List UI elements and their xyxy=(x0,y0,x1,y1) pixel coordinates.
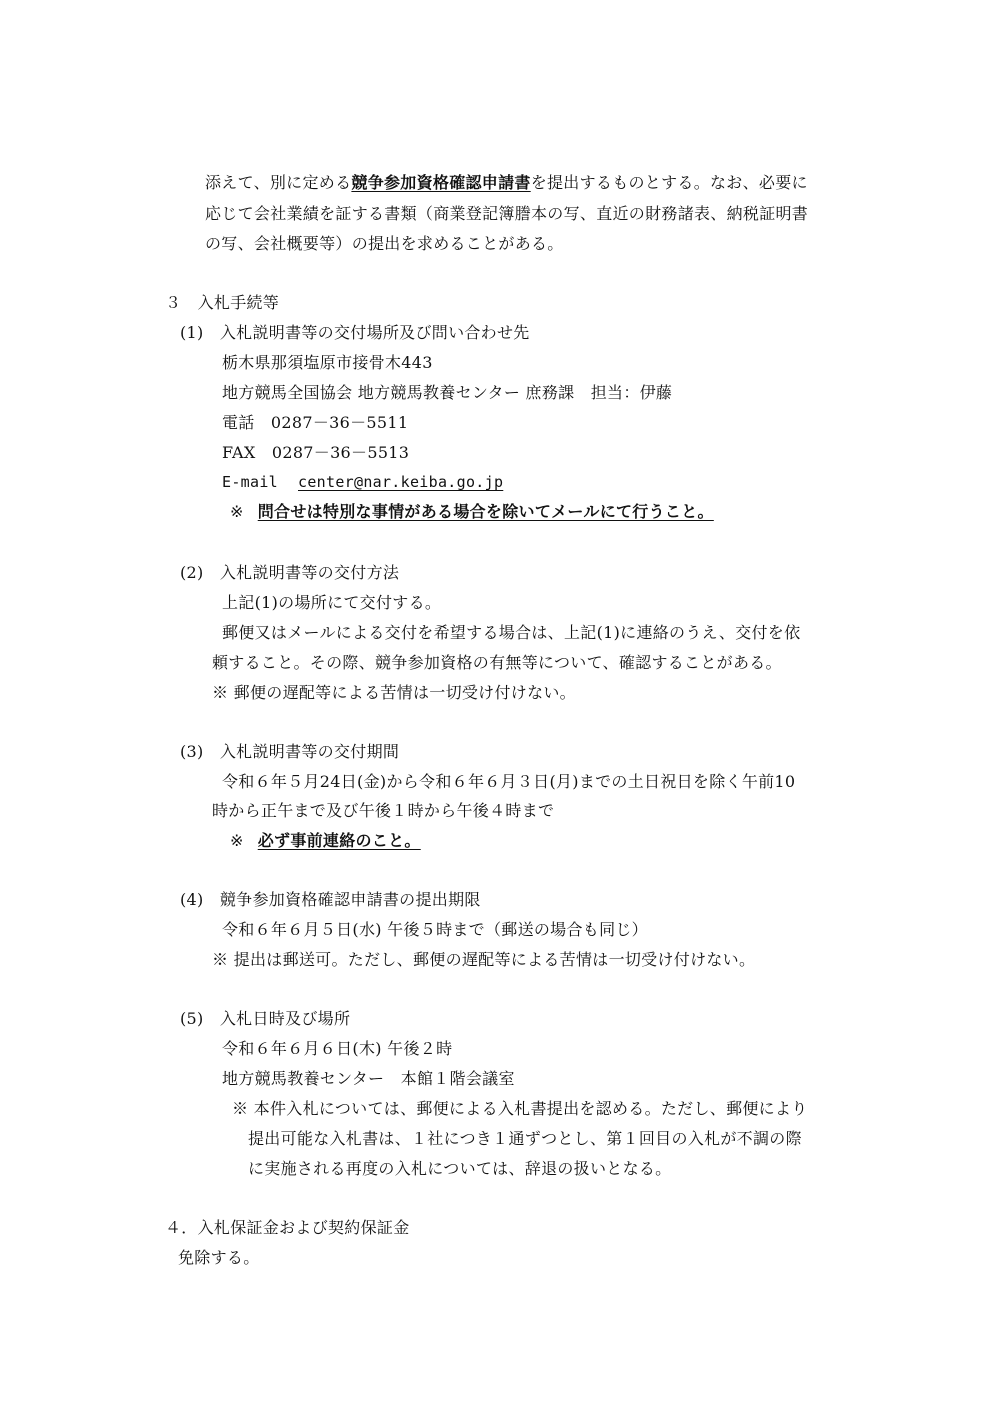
fax: FAX 0287－36－5513 xyxy=(222,443,410,462)
section-4-heading: ４．入札保証金および契約保証金 xyxy=(165,1218,410,1237)
item-5-note-line-1: ※ 本件入札については、郵便による入札書提出を認める。ただし、郵便により xyxy=(232,1099,808,1118)
item-5-note-line-3: に実施される再度の入札については、辞退の扱いとなる。 xyxy=(248,1159,672,1178)
note-mark: ※ xyxy=(230,831,244,850)
intro-text: 添えて、別に定める xyxy=(205,173,352,192)
item-2-heading: (2) 入札説明書等の交付方法 xyxy=(180,563,400,582)
organization: 地方競馬全国協会 地方競馬教養センター 庶務課 担当：伊藤 xyxy=(222,383,673,402)
item-5-note-line-2: 提出可能な入札書は、１社につき１通ずつとし、第１回目の入札が不調の際 xyxy=(248,1129,802,1148)
item-3-line-2: 時から正午まで及び午後１時から午後４時まで xyxy=(212,801,555,820)
submission-deadline: 令和６年６月５日(水) 午後５時まで（郵送の場合も同じ） xyxy=(222,920,648,939)
application-form-name: 競争参加資格確認申請書 xyxy=(351,173,531,192)
item-1-heading: (1) 入札説明書等の交付場所及び問い合わせ先 xyxy=(180,323,530,342)
item-5-heading: (5) 入札日時及び場所 xyxy=(180,1009,351,1028)
intro-line-2: 応じて会社業績を証する書類（商業登記簿謄本の写、直近の財務諸表、納税証明書 xyxy=(205,204,809,223)
email-link[interactable]: center@nar.keiba.go.jp xyxy=(298,473,504,491)
email-only-note: 問合せは特別な事情がある場合を除いてメールにて行うこと。 xyxy=(257,502,714,521)
item-3-note xyxy=(230,831,421,851)
telephone: 電話 0287－36－5511 xyxy=(222,413,409,432)
intro-text: を提出するものとする。なお、必要に xyxy=(530,173,808,192)
email-label: E-mail xyxy=(222,473,278,491)
item-3-line-1: 令和６年５月24日(金)から令和６年６月３日(月)までの土日祝日を除く午前10 xyxy=(222,772,796,791)
section-4-body: 免除する。 xyxy=(178,1248,260,1267)
intro-line-1 xyxy=(205,173,808,193)
intro-line-3: の写、会社概要等）の提出を求めることがある。 xyxy=(205,234,564,253)
email-row xyxy=(222,472,503,492)
note-mark: ※ xyxy=(230,502,244,521)
bid-location: 地方競馬教養センター 本館１階会議室 xyxy=(222,1069,515,1088)
item-2-note: ※ 郵便の遅配等による苦情は一切受け付けない。 xyxy=(212,683,576,702)
item-2-line-2: 郵便又はメールによる交付を希望する場合は、上記(1)に連絡のうえ、交付を依 xyxy=(222,623,801,642)
bid-datetime: 令和６年６月６日(木) 午後２時 xyxy=(222,1039,453,1058)
address: 栃木県那須塩原市接骨木443 xyxy=(222,353,433,372)
section-3-heading: ３ 入札手続等 xyxy=(165,293,280,312)
item-4-heading: (4) 競争参加資格確認申請書の提出期限 xyxy=(180,890,481,909)
item-3-heading: (3) 入札説明書等の交付期間 xyxy=(180,742,400,761)
item-2-line-1: 上記(1)の場所にて交付する。 xyxy=(222,593,442,612)
advance-contact-note: 必ず事前連絡のこと。 xyxy=(257,831,421,850)
item-2-line-3: 頼すること。その際、競争参加資格の有無等について、確認することがある。 xyxy=(212,653,782,672)
item-1-note xyxy=(230,502,714,522)
item-4-note: ※ 提出は郵送可。ただし、郵便の遅配等による苦情は一切受け付けない。 xyxy=(212,950,756,969)
